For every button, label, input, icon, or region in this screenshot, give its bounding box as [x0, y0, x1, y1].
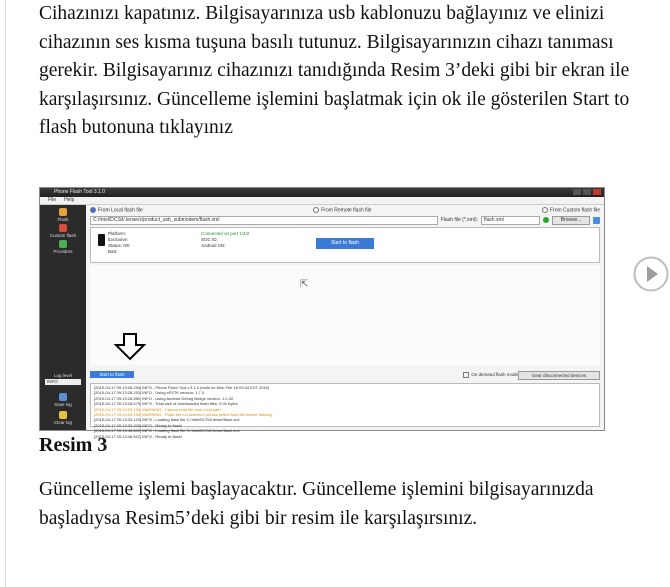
providers-icon	[59, 240, 67, 248]
mouse-cursor-icon: ⇱	[300, 279, 309, 290]
sidebar-item-flash: Flash	[40, 208, 86, 222]
radio-remote-flash: From Remote flash file	[313, 207, 371, 214]
phone-icon	[98, 234, 105, 246]
sidebar-item-clear-log: Clear log	[40, 411, 86, 425]
custom-flash-icon	[59, 224, 67, 232]
sidebar-item-log-level: Log level INFO	[40, 373, 86, 385]
action-bar	[90, 371, 600, 379]
window-title: Phone Flash Tool 3.1.0	[54, 189, 106, 195]
flash-area	[90, 265, 600, 365]
tool-main-area	[86, 205, 604, 439]
refresh-icon	[593, 217, 600, 224]
start-to-flash-button: Start to flash	[316, 238, 374, 249]
window-titlebar	[40, 188, 604, 197]
paragraph-1: Cihazınızı kapatınız. Bilgisayarınıza usb kablonuzu bağlayınız ve elinizi cihazının ses kısma tuşuna basılı tutunuz. Bilgisayarınızın cihazı tanıması gerekir. Bilgisayarınız cihazınızı tanıdığında Resim 3’deki gibi bir ekran ile karşılaşırsınız. Güncelleme işlemini başlatmak için ok ile gösterilen Start to flash butonuna tıklayınız	[39, 3, 630, 139]
device-labels: Platform: Exclusive: Status: 0/0 Batt:	[108, 231, 130, 254]
log-level-select: INFO	[45, 379, 81, 385]
sidebar-item-providers: Providers	[40, 240, 86, 254]
browse-button: Browse...	[552, 216, 590, 225]
paragraph-2: Güncelleme işlemi başlayacaktır. Güncelleme işlemini bilgisayarınızda başladıysa Resim5’deki gibi bir resim ile karşılaşırsınız.	[39, 479, 594, 529]
sidebar-item-custom-flash: Custom flash	[40, 224, 86, 238]
sidebar-item-save-log: Save log	[40, 393, 86, 407]
start-to-flash-small-button: Start to flash	[90, 371, 134, 378]
tool-sidebar	[40, 205, 86, 430]
play-circle-icon[interactable]	[633, 256, 669, 292]
gather-devices-button: Gear disconnected devices	[518, 371, 600, 380]
figure-caption: Resim 3	[39, 434, 108, 456]
embedded-screenshot	[39, 187, 605, 439]
menu-help: Help	[64, 197, 75, 203]
down-arrow-icon	[114, 333, 146, 361]
page-left-border	[5, 0, 6, 587]
clear-log-icon	[59, 411, 67, 419]
device-panel	[90, 227, 600, 263]
menu-bar	[40, 197, 604, 205]
flash-file-label: Flash file (*.xml):	[440, 217, 478, 223]
flash-icon	[59, 208, 67, 216]
on-demand-checkbox: On demand flash mode	[463, 372, 518, 378]
flash-file-select: flash.xml	[481, 216, 540, 225]
flash-source-options	[90, 207, 600, 214]
flash-path-field: C:/Intel/DCS/l/.lense/z/product_usb_submodem/flash.xml	[90, 216, 438, 225]
window-controls	[573, 189, 601, 195]
radio-custom-flash: From Custom flash file	[542, 207, 600, 214]
save-log-icon	[59, 393, 67, 401]
log-console: [2015-04-17 09:13:28.253] INFO - Phone Flash Tool v.3.1.0 (build on Mon Feb 16 03:44 EST 2015) [2015-04-17 09:13:28.253] INFO - Using xFSTK version: 1.7.0 [2015-04-17 09:13:28.582] INFO - Using Android Debug Bridge version: 1.0.32 [2015-04-17 09:13:28.675] INFO - Total size of downloaded flash files: 0.00 bytes [2015-04-17 09:13:29.193] WARNING - Cannot read file from local path [2015-04-17 09:13:29.193] WARNING - Flash file not selected: please select flash file before flashing [2015-04-17 09:13:33.120] INFO - Loading flash file C:/Intel/DCS/l/.lense/flash.xml [2015-04-17 09:13:33.325] INFO - Ready to flash! [2015-04-17 09:13:46.820] INFO - Loading flash file C:/Intel/DCS/l/.lense/flash.xml [2015-04-17 09:13:46.822] INFO - Ready to flash!	[90, 383, 600, 427]
path-row	[90, 216, 600, 224]
menu-file: File	[48, 197, 57, 203]
device-status: Connected on port 1/3/2 SOC ID: Android SN:	[201, 231, 250, 248]
status-ok-icon	[543, 217, 549, 223]
radio-local-flash: From Local flash file	[90, 207, 143, 214]
